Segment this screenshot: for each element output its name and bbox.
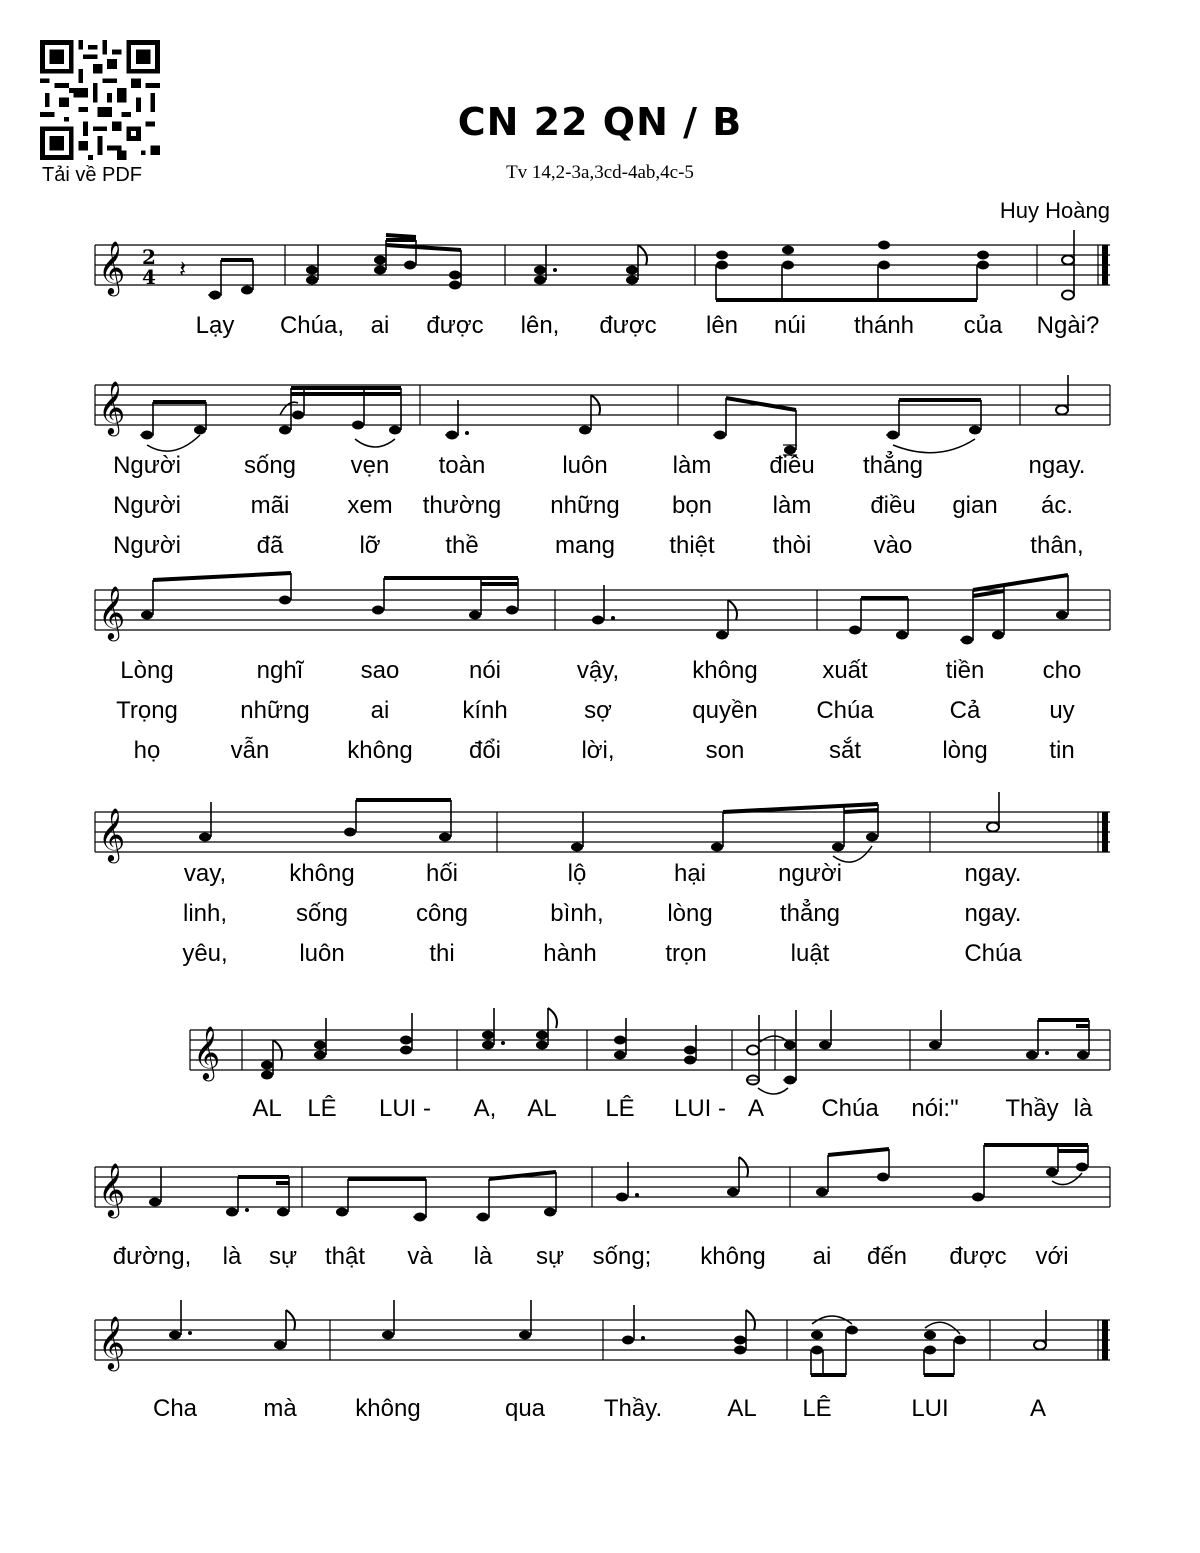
- lyric-syllable: sắt: [828, 737, 862, 764]
- lyric-syllable: sống;: [592, 1243, 652, 1270]
- lyric-syllable: và: [407, 1243, 433, 1270]
- lyric-syllable: những: [240, 697, 310, 724]
- lyric-syllable: ác.: [1040, 492, 1074, 519]
- lyric-syllable: Lạy: [195, 312, 235, 339]
- lyric-syllable: là: [1073, 1095, 1093, 1122]
- lyric-syllable: là: [222, 1243, 242, 1270]
- lyric-syllable: người: [778, 860, 842, 887]
- lyric-syllable: LUI -: [673, 1095, 727, 1122]
- treble-clef: 𝄞: [98, 585, 126, 639]
- lyric-syllable: LÊ: [802, 1395, 832, 1422]
- lyric-syllable: LÊ: [605, 1095, 635, 1122]
- lyric-syllable: được: [426, 312, 484, 339]
- lyric-syllable: luôn: [299, 940, 345, 967]
- lyrics-s3-v3: [0, 737, 1200, 771]
- lyric-syllable: núi: [773, 312, 807, 339]
- lyrics-s3-v1: [0, 657, 1200, 691]
- lyric-syllable: ai: [370, 697, 390, 724]
- lyric-syllable: LÊ: [307, 1095, 337, 1122]
- staff-system-3: [0, 585, 1200, 650]
- time-signature-bottom: 4: [142, 265, 156, 289]
- lyric-syllable: A,: [473, 1095, 497, 1122]
- lyric-syllable: LUI -: [378, 1095, 432, 1122]
- lyric-syllable: thân,: [1030, 532, 1084, 559]
- lyric-syllable: thẳng: [862, 452, 924, 479]
- lyric-syllable: nói:": [911, 1095, 959, 1122]
- lyric-syllable: nói: [468, 657, 502, 684]
- lyric-syllable: lòng: [667, 900, 713, 927]
- lyric-syllable: Chúa: [964, 940, 1022, 967]
- lyrics-s2-v2: [0, 492, 1200, 526]
- lyric-syllable: không: [700, 1243, 766, 1270]
- lyric-syllable: yêu,: [182, 940, 228, 967]
- lyric-syllable: ai: [370, 312, 390, 339]
- lyric-syllable: vẹn: [350, 452, 390, 479]
- lyric-syllable: Cả: [949, 697, 981, 724]
- lyric-syllable: tin: [1049, 737, 1075, 764]
- lyric-syllable: ngay.: [964, 860, 1022, 887]
- lyric-syllable: lộ: [567, 860, 587, 887]
- composer-name: Huy Hoàng: [999, 198, 1110, 223]
- treble-clef: 𝄞: [98, 807, 126, 861]
- lyric-syllable: thường: [422, 492, 502, 519]
- lyric-syllable: thẳng: [779, 900, 841, 927]
- lyric-syllable: ngay.: [964, 900, 1022, 927]
- lyric-syllable: vào: [873, 532, 913, 559]
- lyric-syllable: sao: [360, 657, 400, 684]
- lyric-syllable: không: [692, 657, 758, 684]
- staff-system-7: [0, 1315, 1200, 1380]
- lyric-syllable: xuất: [822, 657, 868, 684]
- lyric-syllable: vậy,: [576, 657, 620, 684]
- lyrics-s3-v2: [0, 697, 1200, 731]
- lyric-syllable: được: [599, 312, 657, 339]
- lyric-syllable: Trọng: [116, 697, 178, 724]
- treble-clef: 𝄞: [193, 1025, 221, 1079]
- lyric-syllable: của: [963, 312, 1003, 339]
- lyric-syllable: là: [473, 1243, 493, 1270]
- lyric-syllable: điều: [769, 452, 815, 479]
- lyrics-s1-v1: [0, 312, 1200, 346]
- lyric-syllable: thật: [324, 1243, 366, 1270]
- lyrics-s6-v1: [0, 1243, 1200, 1277]
- lyric-syllable: kính: [462, 697, 508, 724]
- lyric-syllable: trọn: [665, 940, 707, 967]
- lyric-syllable: họ: [133, 737, 161, 764]
- lyric-syllable: mang: [554, 532, 616, 559]
- lyric-syllable: thi: [429, 940, 455, 967]
- lyric-syllable: Cha: [152, 1395, 198, 1422]
- lyric-syllable: Chúa,: [279, 312, 345, 339]
- lyric-syllable: làm: [772, 492, 812, 519]
- lyrics-s4-v1: [0, 860, 1200, 894]
- lyric-syllable: đổi: [468, 737, 502, 764]
- lyric-syllable: sự: [535, 1243, 565, 1270]
- song-title: CN 22 QN / B: [457, 100, 743, 144]
- lyrics-s7-v1: [0, 1395, 1200, 1429]
- lyric-syllable: AL: [252, 1095, 282, 1122]
- staff-system-5: [0, 1025, 1200, 1090]
- lyric-syllable: hành: [543, 940, 597, 967]
- lyrics-s4-v2: [0, 900, 1200, 934]
- lyric-syllable: không: [355, 1395, 421, 1422]
- staff-system-6: [0, 1162, 1200, 1227]
- lyric-syllable: ai: [812, 1243, 832, 1270]
- lyric-syllable: quyền: [692, 697, 758, 724]
- lyric-syllable: Ngài?: [1036, 312, 1100, 339]
- treble-clef: 𝄞: [98, 380, 126, 434]
- lyric-syllable: tiền: [945, 657, 985, 684]
- lyric-syllable: làm: [672, 452, 712, 479]
- lyric-syllable: sống: [295, 900, 349, 927]
- lyric-syllable: điều: [870, 492, 916, 519]
- time-signature-top: 2: [142, 245, 156, 269]
- lyric-syllable: đến: [866, 1243, 908, 1270]
- treble-clef: 𝄞: [98, 1315, 126, 1369]
- lyric-syllable: AL: [727, 1395, 757, 1422]
- lyric-syllable: luật: [790, 940, 830, 967]
- lyric-syllable: lên: [705, 312, 739, 339]
- treble-clef: 𝄞: [98, 240, 126, 294]
- lyric-syllable: linh,: [182, 900, 228, 927]
- lyric-syllable: A: [1029, 1395, 1047, 1422]
- lyric-syllable: bình,: [550, 900, 604, 927]
- quarter-rest: 𝄽: [179, 255, 187, 283]
- lyric-syllable: A: [747, 1095, 765, 1122]
- lyric-syllable: Lòng: [120, 657, 174, 684]
- lyric-syllable: Người: [113, 492, 181, 519]
- lyric-syllable: thề: [445, 532, 479, 559]
- lyric-syllable: thánh: [853, 312, 915, 339]
- lyric-syllable: sợ: [584, 697, 612, 724]
- lyric-syllable: mà: [263, 1395, 297, 1422]
- lyric-syllable: gian: [952, 492, 998, 519]
- lyric-syllable: công: [415, 900, 469, 927]
- lyrics-s2-v1: [0, 452, 1200, 486]
- lyric-syllable: lời,: [581, 737, 615, 764]
- lyric-syllable: bọn: [671, 492, 713, 519]
- staff-system-1: [0, 240, 1200, 305]
- lyric-syllable: đường,: [112, 1243, 192, 1270]
- lyric-syllable: hại: [673, 860, 707, 887]
- staff-system-2: [0, 380, 1200, 445]
- lyric-syllable: nghĩ: [256, 657, 304, 684]
- lyric-syllable: những: [550, 492, 620, 519]
- lyric-syllable: sự: [268, 1243, 298, 1270]
- lyric-syllable: toàn: [438, 452, 486, 479]
- lyric-syllable: AL: [527, 1095, 557, 1122]
- lyric-syllable: ngay.: [1028, 452, 1086, 479]
- lyric-syllable: vay,: [183, 860, 227, 887]
- lyric-syllable: lỡ: [359, 532, 381, 559]
- psalm-reference: Tv 14,2-3a,3cd-4ab,4c-5: [506, 162, 694, 183]
- lyric-syllable: không: [289, 860, 355, 887]
- lyric-syllable: Chúa: [821, 1095, 879, 1122]
- lyric-syllable: mãi: [250, 492, 290, 519]
- lyric-syllable: đã: [256, 532, 284, 559]
- lyrics-s5-v1: [0, 1095, 1200, 1129]
- lyric-syllable: Chúa: [816, 697, 874, 724]
- lyric-syllable: với: [1035, 1243, 1069, 1270]
- lyric-syllable: thiệt: [669, 532, 715, 559]
- lyrics-s4-v3: [0, 940, 1200, 974]
- lyric-syllable: hối: [425, 860, 459, 887]
- lyric-syllable: cho: [1042, 657, 1082, 684]
- lyric-syllable: Người: [113, 532, 181, 559]
- lyric-syllable: xem: [347, 492, 393, 519]
- treble-clef: 𝄞: [98, 1162, 126, 1216]
- lyric-syllable: son: [705, 737, 745, 764]
- lyric-syllable: qua: [504, 1395, 546, 1422]
- lyric-syllable: Thầy: [1005, 1095, 1059, 1122]
- lyric-syllable: thòi: [772, 532, 812, 559]
- lyric-syllable: lên,: [520, 312, 560, 339]
- lyric-syllable: lòng: [942, 737, 988, 764]
- lyrics-s2-v3: [0, 532, 1200, 566]
- lyric-syllable: luôn: [562, 452, 608, 479]
- lyric-syllable: được: [949, 1243, 1007, 1270]
- lyric-syllable: Người: [113, 452, 181, 479]
- lyric-syllable: sống: [243, 452, 297, 479]
- lyric-syllable: vẫn: [230, 737, 270, 764]
- lyric-syllable: Thầy.: [603, 1395, 663, 1422]
- download-pdf-link[interactable]: Tải về PDF: [42, 164, 143, 186]
- lyric-syllable: uy: [1049, 697, 1075, 724]
- lyric-syllable: LUI: [911, 1395, 949, 1422]
- lyric-syllable: không: [347, 737, 413, 764]
